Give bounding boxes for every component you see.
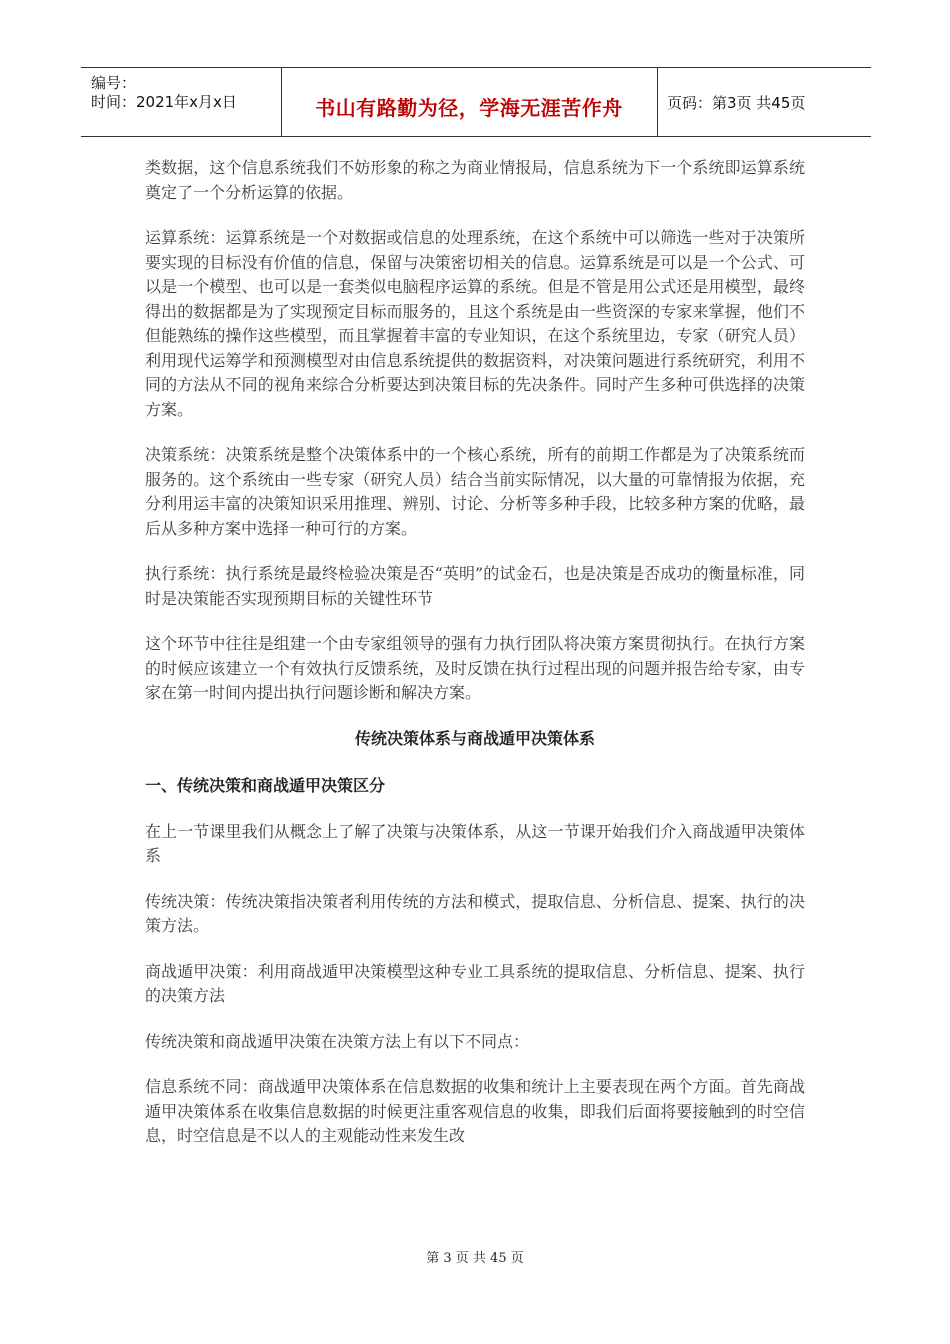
section-title: 传统决策体系与商战遁甲决策体系 [354, 728, 595, 748]
document-date-label: 时间：2021年x月x日 [91, 93, 237, 111]
header-meta [81, 68, 282, 136]
paragraph: 商战遁甲决策：利用商战遁甲决策模型这种专业工具系统的提取信息、分析信息、提案、执行的决策方法 [145, 961, 805, 1005]
paragraph: 执行系统：执行系统是最终检验决策是否“英明”的试金石，也是决策是否成功的衡量标准，同时是决策能否实现预期目标的关键性环节 [145, 564, 805, 608]
paragraph: 这个环节中往往是组建一个由专家组领导的强有力执行团队将决策方案贯彻执行。在执行方案的时候应该建立一个有效执行反馈系统，及时反馈在执行过程出现的问题并报告给专家，由专家在第一时间内提出执行问题诊断和解决方案。 [145, 634, 805, 702]
header-page-cell [657, 68, 871, 136]
paragraph: 传统决策：传统决策指决策者利用传统的方法和模式，提取信息、分析信息、提案、执行的决策方法。 [145, 891, 805, 935]
paragraph: 传统决策和商战遁甲决策在决策方法上有以下不同点： [145, 1031, 530, 1051]
paragraph: 决策系统：决策系统是整个决策体系中的一个核心系统，所有的前期工作都是为了决策系统而服务的。这个系统由一些专家（研究人员）结合当前实际情况，以大量的可靠情报为依据，充分利用运丰富的决策知识采用推理、辨别、讨论、分析等多种手段，比较多种方案的优略，最后从多种方案中选择一种可行的方案。 [145, 445, 805, 538]
paragraph: 在上一节课里我们从概念上了解了决策与决策体系，从这一节课开始我们介入商战遁甲决策体系 [145, 821, 805, 865]
subsection-title: 一、传统决策和商战遁甲决策区分 [145, 775, 386, 795]
page-header [81, 67, 871, 137]
header-motto: 书山有路勤为径，学海无涯苦作舟 [315, 96, 623, 120]
header-motto-cell [281, 68, 658, 136]
document-number-label: 编号： [91, 74, 137, 92]
paragraph: 类数据，这个信息系统我们不妨形象的称之为商业情报局，信息系统为下一个系统即运算系统奠定了一个分析运算的依据。 [145, 158, 805, 202]
paragraph: 信息系统不同：商战遁甲决策体系在信息数据的收集和统计上主要表现在两个方面。首先商战遁甲决策体系在收集信息数据的时候更注重客观信息的收集，即我们后面将要接触到的时空信息，时空信息是不以人的主观能动性来发生改 [145, 1077, 805, 1145]
header-page-info: 页码：第3页 共45页 [667, 94, 806, 112]
page-footer: 第 3 页 共 45 页 [426, 1251, 524, 1266]
paragraph: 运算系统：运算系统是一个对数据或信息的处理系统，在这个系统中可以筛选一些对于决策所要实现的目标没有价值的信息，保留与决策密切相关的信息。运算系统是可以是一个公式、可以是一个模型、也可以是一套类似电脑程序运算的系统。但是不管是用公式还是用模型，最终得出的数据都是为了实现预定目标而服务的，且这个系统是由一些资深的专家来掌握，他们不但能熟练的操作这些模型，而且掌握着丰富的专业知识，在这个系统里边，专家（研究人员）利用现代运筹学和预测模型对由信息系统提供的数据资料，对决策问题进行系统研究，利用不同的方法从不同的视角来综合分析要达到决策目标的先决条件。同时产生多种可供选择的决策方案。 [145, 228, 805, 419]
document-body [145, 156, 805, 1170]
